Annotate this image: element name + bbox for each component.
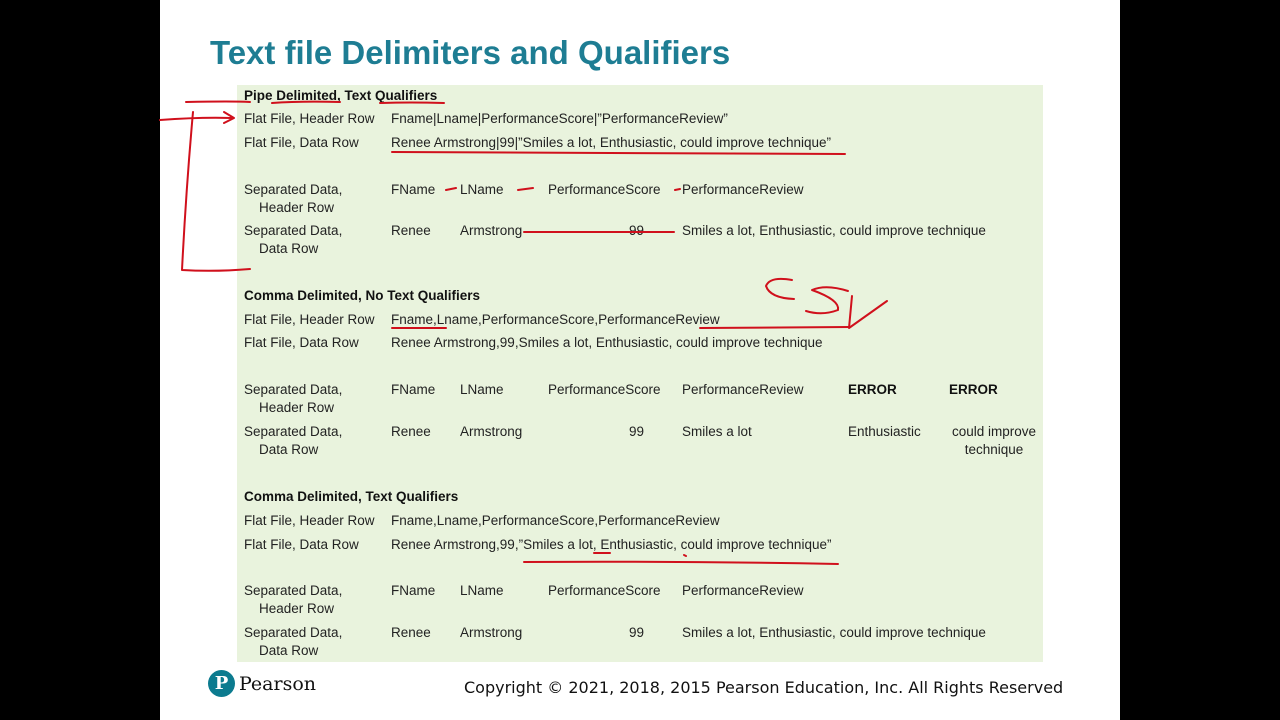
row-label: Separated Data, <box>244 223 343 238</box>
table-cell: PerformanceScore <box>548 382 661 397</box>
row-label: Flat File, Data Row <box>244 135 359 150</box>
example-panel <box>237 85 1043 662</box>
row-value: Renee Armstrong,99,”Smiles a lot, Enthusiastic, could improve technique” <box>391 537 832 552</box>
table-cell: Renee <box>391 223 431 238</box>
table-cell: Renee <box>391 424 431 439</box>
row-label: Header Row <box>259 200 335 215</box>
table-cell: could improve technique <box>951 424 1037 457</box>
table-cell: PerformanceReview <box>682 382 804 397</box>
row-label: Flat File, Data Row <box>244 335 359 350</box>
row-label: Flat File, Header Row <box>244 111 375 126</box>
row-label: Flat File, Header Row <box>244 513 375 528</box>
table-cell: 99 <box>628 625 644 640</box>
slide-title: Text file Delimiters and Qualifiers <box>210 34 731 71</box>
table-cell: Renee <box>391 625 431 640</box>
error-cell: ERROR <box>949 382 998 397</box>
table-cell: PerformanceScore <box>548 583 661 598</box>
table-cell: PerformanceScore <box>548 182 661 197</box>
table-cell: Armstrong <box>460 424 523 439</box>
table-cell: Armstrong <box>460 625 523 640</box>
table-cell: Smiles a lot, Enthusiastic, could improve technique <box>682 625 986 640</box>
table-cell: FName <box>391 583 436 598</box>
row-label: Separated Data, <box>244 182 343 197</box>
error-cell: ERROR <box>848 382 897 397</box>
section-heading-comma-qualifiers: Comma Delimited, Text Qualifiers <box>244 489 459 504</box>
table-cell: Armstrong <box>460 223 523 238</box>
table-cell: FName <box>391 382 436 397</box>
row-label: Separated Data, <box>244 424 343 439</box>
row-label: Header Row <box>259 601 335 616</box>
row-label: Data Row <box>259 241 319 256</box>
row-label: Data Row <box>259 442 319 457</box>
pearson-logo <box>208 670 316 697</box>
row-value: Renee Armstrong,99,Smiles a lot, Enthusiastic, could improve technique <box>391 335 823 350</box>
section-heading-pipe: Pipe Delimited, Text Qualifiers <box>244 88 438 103</box>
table-cell: Smiles a lot, Enthusiastic, could improve technique <box>682 223 986 238</box>
table-cell: Enthusiastic <box>848 424 921 439</box>
row-label: Header Row <box>259 400 335 415</box>
row-label: Separated Data, <box>244 583 343 598</box>
slide <box>160 0 1120 720</box>
row-value: Renee Armstrong|99|”Smiles a lot, Enthusiastic, could improve technique” <box>391 135 831 150</box>
table-cell: 99 <box>628 223 644 238</box>
row-label: Separated Data, <box>244 625 343 640</box>
table-cell: LName <box>460 382 504 397</box>
section-heading-comma-no-qualifiers: Comma Delimited, No Text Qualifiers <box>244 288 481 303</box>
row-label: Flat File, Data Row <box>244 537 359 552</box>
row-label: Data Row <box>259 643 319 658</box>
row-label: Flat File, Header Row <box>244 312 375 327</box>
pearson-logo-icon <box>208 670 235 697</box>
table-cell: 99 <box>628 424 644 439</box>
table-cell: FName <box>391 182 436 197</box>
row-value: Fname,Lname,PerformanceScore,PerformanceReview <box>391 312 720 327</box>
table-cell: PerformanceReview <box>682 583 804 598</box>
logo-letter: P <box>214 673 229 694</box>
copyright-notice: Copyright © 2021, 2018, 2015 Pearson Education, Inc. All Rights Reserved <box>464 678 1064 697</box>
table-cell: LName <box>460 583 504 598</box>
table-cell: Smiles a lot <box>682 424 752 439</box>
row-value: Fname,Lname,PerformanceScore,PerformanceReview <box>391 513 720 528</box>
table-cell: LName <box>460 182 504 197</box>
table-cell: PerformanceReview <box>682 182 804 197</box>
row-label: Separated Data, <box>244 382 343 397</box>
row-value: Fname|Lname|PerformanceScore|”PerformanceReview” <box>391 111 728 126</box>
logo-text: Pearson <box>239 672 317 695</box>
